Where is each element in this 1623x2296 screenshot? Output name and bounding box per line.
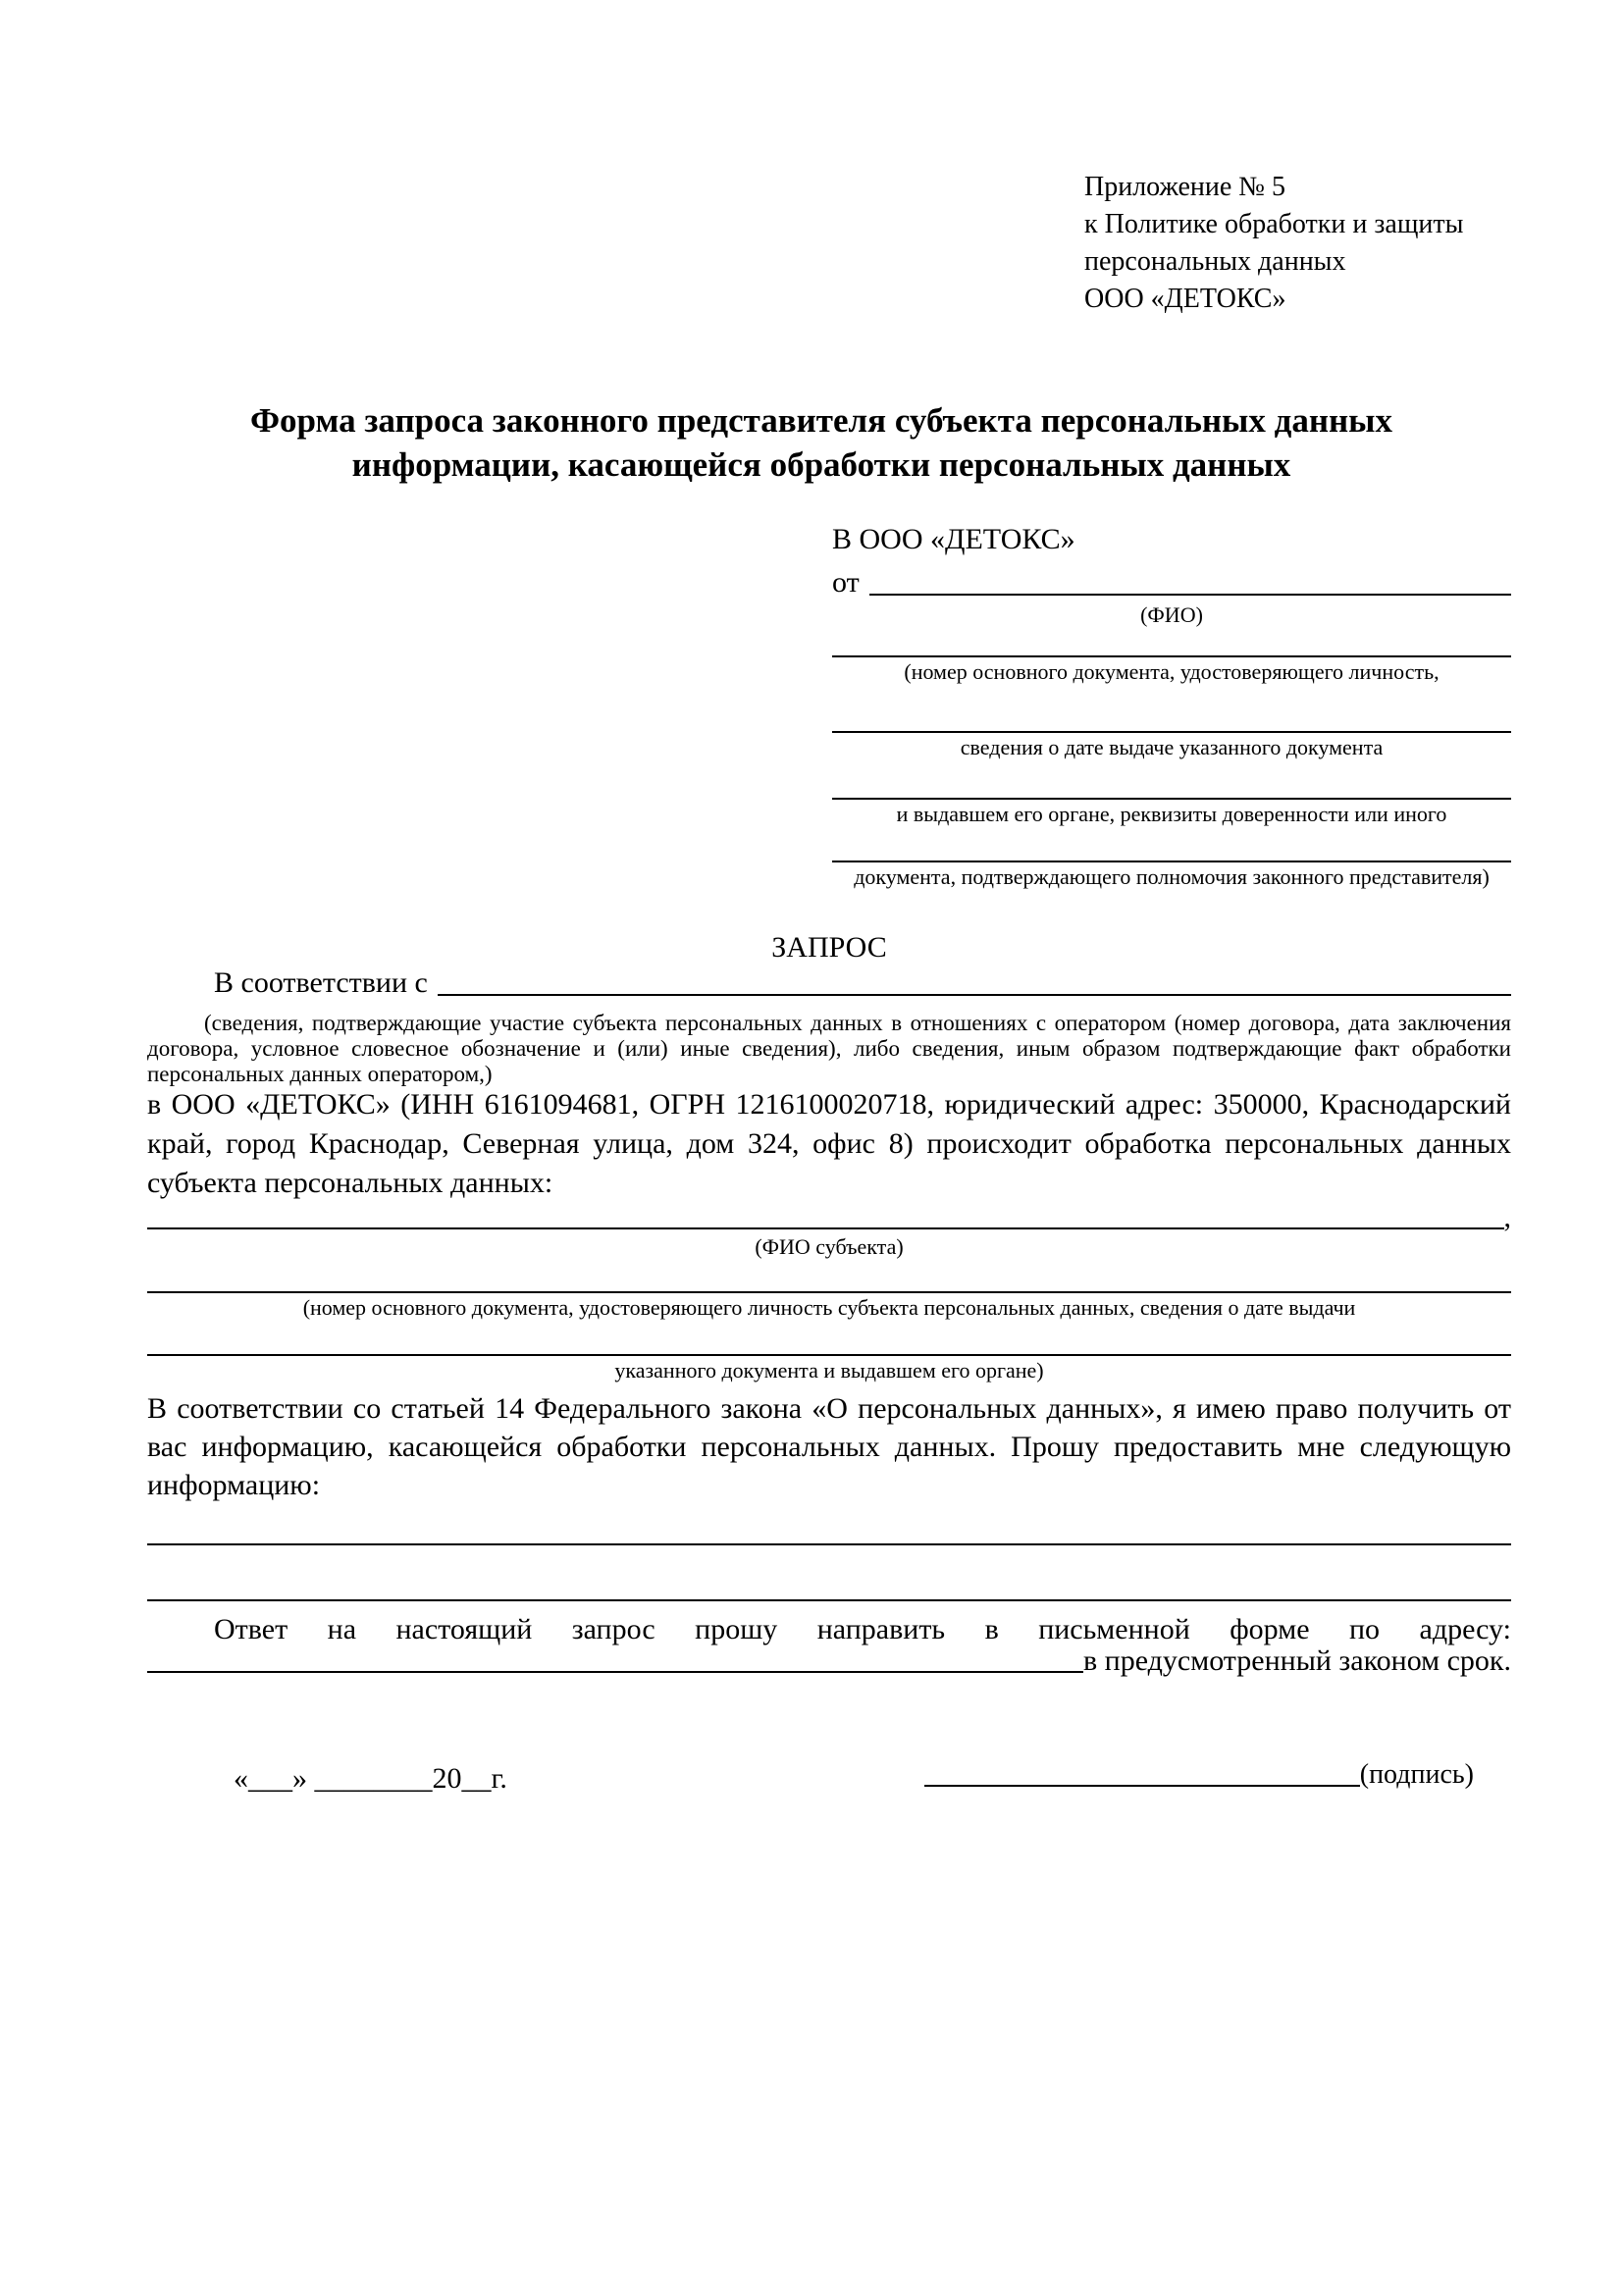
intro-row: [147, 965, 1511, 1001]
signature-caption: (подпись): [1359, 1759, 1474, 1790]
doc-row-caption-4: документа, подтверждающего полномочия законного представителя): [854, 864, 1490, 889]
appendix-line-1: Приложение № 5: [1084, 172, 1285, 202]
operator-paragraph: в ООО «ДЕТОКС» (ИНН 6161094681, ОГРН 1216100020718, юридический адрес: 350000, Краснодарский край, город Краснодар, Северная улица, дом 324, офис 8) происходит обработка персональных данных субъекта персональных данных:: [147, 1088, 1511, 1199]
subject-comma: ,: [1503, 1201, 1511, 1233]
addressee-to: В ООО «ДЕТОКС»: [832, 523, 1075, 555]
request-heading: ЗАПРОС: [771, 931, 887, 964]
reply-row: [147, 1644, 1511, 1678]
signature-row: [924, 1758, 1474, 1792]
fio-fill-line: [869, 565, 1511, 596]
subject-doc-line-2: [147, 1354, 1511, 1356]
reply-suffix: в предусмотренный законом срок.: [1083, 1644, 1511, 1677]
doc-row-line-2: [832, 731, 1511, 733]
doc-row-caption-3: и выдавшем его органе, реквизиты доверенности или иного: [896, 802, 1447, 826]
form-title-line-1: Форма запроса законного представителя субъекта персональных данных: [250, 401, 1392, 440]
subject-doc-caption-1: (номер основного документа, удостоверяющего личность субъекта персональных данных, сведения о дате выдачи: [302, 1295, 1356, 1320]
appendix-block: [1084, 169, 1463, 318]
doc-row-line-4: [832, 861, 1511, 862]
subject-doc-caption-2: указанного документа и выдавшем его органе): [614, 1358, 1044, 1383]
doc-row-caption-2: сведения о дате выдаче указанного документа: [960, 735, 1384, 759]
blank-fill-line-2: [147, 1599, 1511, 1601]
reply-paragraph: Ответ на настоящий запрос прошу направить в письменной форме по адресу:: [214, 1613, 1511, 1645]
subject-fio-caption: (ФИО субъекта): [755, 1234, 904, 1259]
from-row: [832, 565, 1511, 600]
intro-fill-line: [438, 965, 1511, 996]
fio-caption: (ФИО): [1140, 602, 1203, 627]
law-paragraph: В соответствии со статьей 14 Федерального закона «О персональных данных», я имею право получить от вас информацию, касающейся обработки персональных данных. Прошу предоставить мне следующую информацию:: [147, 1392, 1511, 1501]
subject-fio-row: [147, 1201, 1511, 1234]
intro-label: В соответствии с: [214, 966, 428, 999]
from-label: от: [832, 566, 860, 599]
blank-fill-line-1: [147, 1543, 1511, 1545]
signature-fill-line: [924, 1758, 1360, 1787]
appendix-line-4: ООО «ДЕТОКС»: [1084, 284, 1286, 314]
form-title: [130, 398, 1513, 487]
subject-fio-fill-line: [147, 1201, 1504, 1229]
reply-fill-line: [147, 1644, 1083, 1673]
doc-row-line-1: [832, 655, 1511, 657]
appendix-line-2: к Политике обработки и защиты: [1084, 209, 1464, 239]
doc-row-line-3: [832, 798, 1511, 800]
doc-row-caption-1: (номер основного документа, удостоверяющего личность,: [904, 659, 1440, 684]
form-title-line-2: информации, касающейся обработки персональных данных: [351, 445, 1291, 484]
legal-note: (сведения, подтверждающие участие субъекта персональных данных в отношениях с оператором (номер договора, дата заключения договора, условное словесное обозначение и (или) иные сведения), либо сведения, иным образом подтверждающие факт обработки персональных данных оператором,): [147, 1011, 1511, 1086]
appendix-line-3: персональных данных: [1084, 246, 1346, 277]
date-line: «___» ________20__г.: [234, 1762, 507, 1795]
subject-block: [147, 1201, 1511, 1383]
subject-doc-line-1: [147, 1291, 1511, 1293]
addressee-block: [832, 522, 1511, 890]
